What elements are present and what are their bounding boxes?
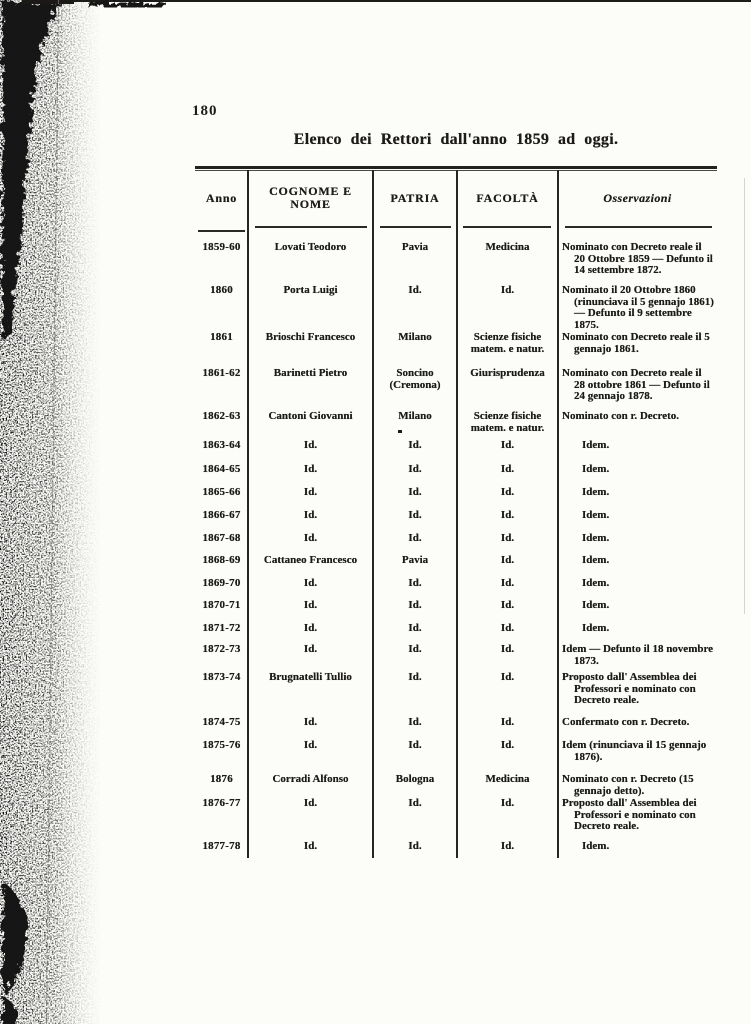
table-row	[195, 622, 717, 643]
table-row	[195, 599, 717, 622]
table-row	[195, 739, 717, 773]
table-row	[195, 840, 717, 867]
cell-patria: Id.	[408, 532, 422, 544]
cell-cognome-e-nome: Id.	[303, 463, 318, 475]
cell-anno: 1876	[210, 773, 233, 785]
cell-cognome-e-nome: Id.	[303, 509, 318, 521]
cell-facolta: Id.	[500, 439, 515, 451]
table-row	[195, 577, 717, 599]
cell-anno: 1863-64	[202, 439, 241, 451]
cell-cognome-e-nome: Barinetti Pietro	[273, 367, 348, 379]
cell-cognome-e-nome: Lovati Teodoro	[274, 241, 347, 253]
table-row	[195, 439, 717, 463]
cell-patria: Milano	[398, 410, 432, 422]
cell-cognome-e-nome: Brioschi Francesco	[265, 331, 356, 343]
cell-patria: Id.	[408, 577, 422, 589]
top-edge-line	[24, 0, 751, 2]
table-body	[195, 228, 717, 867]
cell-cognome-e-nome: Id.	[303, 439, 318, 451]
cell-anno: 1862-63	[202, 410, 241, 422]
cell-facolta: Giurisprudenza	[470, 367, 545, 379]
cell-patria: Id.	[408, 486, 422, 498]
cell-anno: 1860	[210, 284, 233, 296]
cell-patria: Id.	[408, 463, 422, 475]
cell-osservazioni: Idem.	[582, 622, 610, 634]
cell-facolta: Id.	[500, 486, 515, 498]
cell-cognome-e-nome: Porta Luigi	[283, 284, 338, 296]
cell-cognome-e-nome: Id.	[303, 716, 318, 728]
cell-facolta: Id.	[500, 716, 515, 728]
column-header-facolta: FACOLTÀ	[476, 190, 539, 205]
cell-anno: 1872-73	[202, 643, 241, 655]
table-row	[195, 716, 717, 739]
cell-osservazioni: Proposto dall' Assemblea dei Professori e nominato con Decreto reale.	[562, 671, 697, 706]
cell-anno: 1868-69	[202, 554, 241, 566]
top-edge-line-left	[22, 0, 74, 4]
table-row	[195, 797, 717, 840]
cell-osservazioni: Idem.	[582, 840, 610, 852]
cell-facolta: Id.	[500, 577, 515, 589]
cell-anno: 1875-76	[202, 739, 241, 751]
cell-facolta: Id.	[500, 739, 515, 751]
cell-osservazioni: Nominato con r. Decreto (15 gennajo detto).	[562, 773, 694, 797]
table-row	[195, 367, 717, 410]
cell-cognome-e-nome: Id.	[303, 840, 318, 852]
binding-shadow-bottom	[0, 878, 25, 992]
cell-cognome-e-nome: Brugnatelli Tullio	[269, 671, 352, 683]
cell-facolta: Id.	[500, 532, 515, 544]
column-header-cognome-e-nome: COGNOME E NOME	[269, 184, 352, 211]
cell-anno: 1867-68	[202, 532, 241, 544]
table-top-rule	[195, 166, 717, 169]
cell-anno: 1871-72	[202, 622, 241, 634]
table-row	[195, 643, 717, 671]
cell-patria: Pavia	[401, 241, 429, 253]
cell-cognome-e-nome: Id.	[303, 599, 318, 611]
cell-facolta: Id.	[500, 599, 515, 611]
cell-osservazioni: Nominato con Decreto reale il 5 gennajo 1861.	[562, 331, 710, 355]
cell-anno: 1869-70	[202, 577, 241, 589]
cell-facolta: Medicina	[485, 773, 530, 785]
cell-patria: Id.	[408, 739, 422, 751]
column-header-patria: PATRIA	[390, 190, 440, 205]
cell-cognome-e-nome: Cantoni Giovanni	[268, 410, 353, 422]
cell-patria: Bologna	[395, 773, 435, 785]
page-number: 180	[192, 103, 218, 119]
cell-osservazioni: Confermato con r. Decreto.	[562, 716, 690, 728]
left-edge-speckle	[0, 0, 100, 1024]
cell-cognome-e-nome: Id.	[303, 486, 318, 498]
cell-osservazioni: Idem.	[582, 486, 610, 498]
cell-cognome-e-nome: Id.	[303, 739, 318, 751]
table-row	[195, 241, 717, 284]
cell-cognome-e-nome: Corradi Alfonso	[272, 773, 349, 785]
cell-osservazioni: Idem (rinunciava il 15 gennajo 1876).	[562, 739, 707, 763]
cell-patria: Id.	[408, 840, 422, 852]
cell-cognome-e-nome: Id.	[303, 797, 318, 809]
cell-cognome-e-nome: Id.	[303, 532, 318, 544]
table-row	[195, 284, 717, 331]
cell-osservazioni: Nominato con Decreto reale il 28 ottobre 1861 — Defunto il 24 gennajo 1878.	[562, 367, 710, 402]
cell-patria: Id.	[408, 509, 422, 521]
cell-facolta: Id.	[500, 554, 515, 566]
table-row	[195, 554, 717, 577]
cell-patria: Soncino (Cremona)	[389, 367, 441, 391]
margin-fold-line	[47, 0, 59, 1024]
cell-facolta: Id.	[500, 284, 515, 296]
table-row	[195, 671, 717, 716]
cell-facolta: Id.	[500, 671, 515, 683]
table-row	[195, 773, 717, 797]
cell-anno: 1870-71	[202, 599, 241, 611]
cell-facolta: Medicina	[485, 241, 530, 253]
cell-anno: 1861-62	[202, 367, 241, 379]
cell-patria: Milano	[398, 331, 432, 343]
cell-anno: 1864-65	[202, 463, 241, 475]
cell-anno: 1877-78	[202, 840, 241, 852]
column-header-osservazioni: Osservazioni	[603, 190, 672, 205]
table-row	[195, 486, 717, 509]
cell-anno: 1859-60	[202, 241, 241, 253]
binding-shadow-top	[0, 0, 58, 340]
binding-shadow-corner	[0, 994, 15, 1024]
cell-facolta: Id.	[500, 840, 515, 852]
cell-cognome-e-nome: Id.	[303, 643, 318, 655]
cell-osservazioni: Nominato con Decreto reale il 20 Ottobre 1859 — Defunto il 14 settembre 1872.	[562, 241, 713, 276]
cell-facolta: Id.	[500, 509, 515, 521]
table-row	[195, 331, 717, 367]
table-row	[195, 410, 717, 439]
table-row	[195, 532, 717, 554]
cell-cognome-e-nome: Id.	[303, 622, 318, 634]
cell-anno: 1876-77	[202, 797, 241, 809]
rectors-table	[195, 166, 717, 866]
cell-patria: Pavia	[401, 554, 429, 566]
cell-osservazioni: Nominato il 20 Ottobre 1860 (rinunciava il 5 gennajo 1861) — Defunto il 9 settembre 1875.	[562, 284, 714, 331]
cell-patria: Id.	[408, 797, 422, 809]
cell-osservazioni: Nominato con r. Decreto.	[562, 410, 680, 422]
column-header-anno: Anno	[205, 190, 238, 205]
cell-osservazioni: Idem.	[582, 509, 610, 521]
cell-patria: Id.	[408, 622, 422, 634]
table-row	[195, 463, 717, 486]
cell-patria: Id.	[408, 643, 422, 655]
cell-facolta: Scienze fisiche matem. e natur.	[470, 331, 545, 355]
cell-osservazioni: Idem.	[582, 463, 610, 475]
cell-osservazioni: Idem — Defunto il 18 novembre 1873.	[562, 643, 714, 667]
cell-cognome-e-nome: Cattaneo Francesco	[263, 554, 358, 566]
cell-patria: Id.	[408, 716, 422, 728]
cell-osservazioni: Idem.	[582, 599, 610, 611]
cell-osservazioni: Proposto dall' Assemblea dei Professori e nominato con Decreto reale.	[562, 797, 697, 832]
cell-anno: 1865-66	[202, 486, 241, 498]
cell-patria: Id.	[408, 599, 422, 611]
cell-patria: Id.	[408, 439, 422, 451]
page-title: Elenco dei Rettori dall'anno 1859 ad oggi.	[293, 131, 619, 148]
cell-patria: Id.	[408, 671, 422, 683]
top-edge-line-thick	[86, 0, 164, 6]
table-row	[195, 509, 717, 532]
cell-facolta: Id.	[500, 797, 515, 809]
cell-facolta: Scienze fisiche matem. e natur.	[470, 410, 545, 434]
cell-facolta: Id.	[500, 643, 515, 655]
cell-patria: Id.	[408, 284, 422, 296]
cell-osservazioni: Idem.	[582, 532, 610, 544]
cell-anno: 1866-67	[202, 509, 241, 521]
cell-cognome-e-nome: Id.	[303, 577, 318, 589]
cell-osservazioni: Idem.	[582, 439, 610, 451]
cell-osservazioni: Idem.	[582, 577, 610, 589]
cell-facolta: Id.	[500, 463, 515, 475]
cell-anno: 1861	[210, 331, 233, 343]
cell-facolta: Id.	[500, 622, 515, 634]
cell-osservazioni: Idem.	[582, 554, 610, 566]
cell-anno: 1873-74	[202, 671, 241, 683]
right-faint-line	[744, 178, 745, 614]
cell-anno: 1874-75	[202, 716, 241, 728]
